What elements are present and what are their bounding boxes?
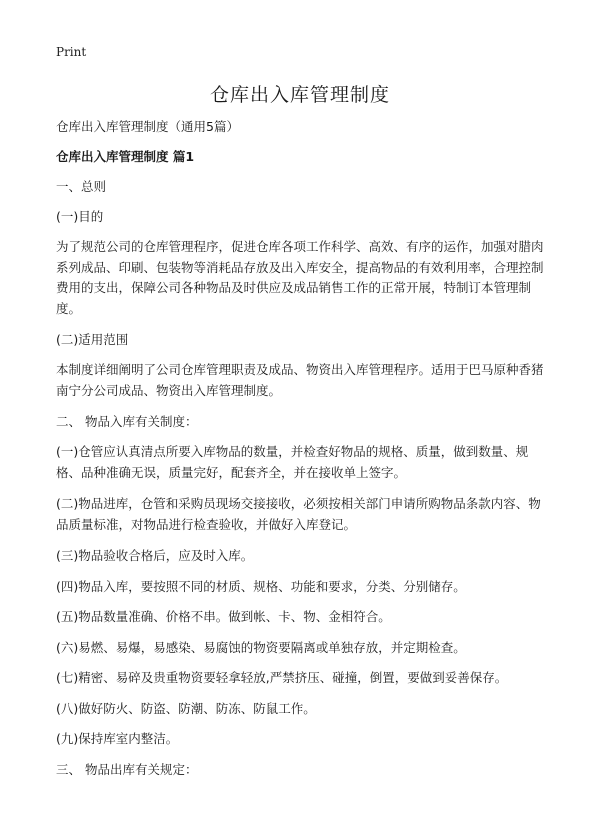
paragraph: (三)物品验收合格后，应及时入库。: [56, 548, 254, 563]
paragraph: (九)保持库室内整洁。: [56, 731, 179, 746]
paragraph: (五)物品数量准确、价格不串。做到帐、卡、物、金相符合。: [56, 609, 391, 624]
paragraph: 本制度详细阐明了公司仓库管理职责及成品、物资出入库管理程序。适用于巴马原种香猪南宁分公司成品、物资出入库管理制度。: [56, 362, 544, 398]
print-link[interactable]: Print: [56, 45, 87, 59]
paragraph: (一)目的: [56, 209, 104, 224]
paragraph: 一、总则: [56, 179, 107, 194]
paragraph: (二)适用范围: [56, 332, 129, 347]
paragraph: 二、 物品入库有关制度：: [56, 414, 198, 429]
document-subtitle: 仓库出入库管理制度（通用5篇）: [56, 119, 239, 134]
paragraph: (一)仓管应认真清点所要入库物品的数量，并检查好物品的规格、质量，做到数量、规格、品种准确无误，质量完好，配套齐全，并在接收单上签字。: [56, 444, 529, 480]
paragraph: 为了规范公司的仓库管理程序，促进仓库各项工作科学、高效、有序的运作，加强对腊肉系列成品、印刷、包装物等消耗品存放及出入库安全，提高物品的有效利用率，合理控制费用的支出，保障公司各种物品及时供应及成品销售工作的正常开展，特制订本管理制度。: [56, 239, 544, 316]
section-heading: 仓库出入库管理制度 篇1: [56, 149, 195, 164]
paragraph: 三、 物品出库有关规定：: [56, 761, 198, 777]
document-body: [56, 117, 550, 790]
paragraph: (七)精密、易碎及贵重物资要轻拿轻放,严禁挤压、碰撞，倒置，要做到妥善保存。: [56, 670, 508, 685]
paragraph: (二)物品进库，仓管和采购员现场交接接收，必须按相关部门申请所购物品条款内容、物品质量标准，对物品进行检查验收，并做好入库登记。: [56, 496, 541, 532]
paragraph: (八)做好防火、防盗、防潮、防冻、防鼠工作。: [56, 700, 316, 716]
paragraph: (四)物品入库，要按照不同的材质、规格、功能和要求，分类、分别储存。: [56, 578, 466, 594]
page-title: 仓库出入库管理制度: [209, 84, 390, 106]
paragraph: (六)易燃、易爆，易感染、易腐蚀的物资要隔离或单独存放，并定期检查。: [56, 639, 466, 655]
